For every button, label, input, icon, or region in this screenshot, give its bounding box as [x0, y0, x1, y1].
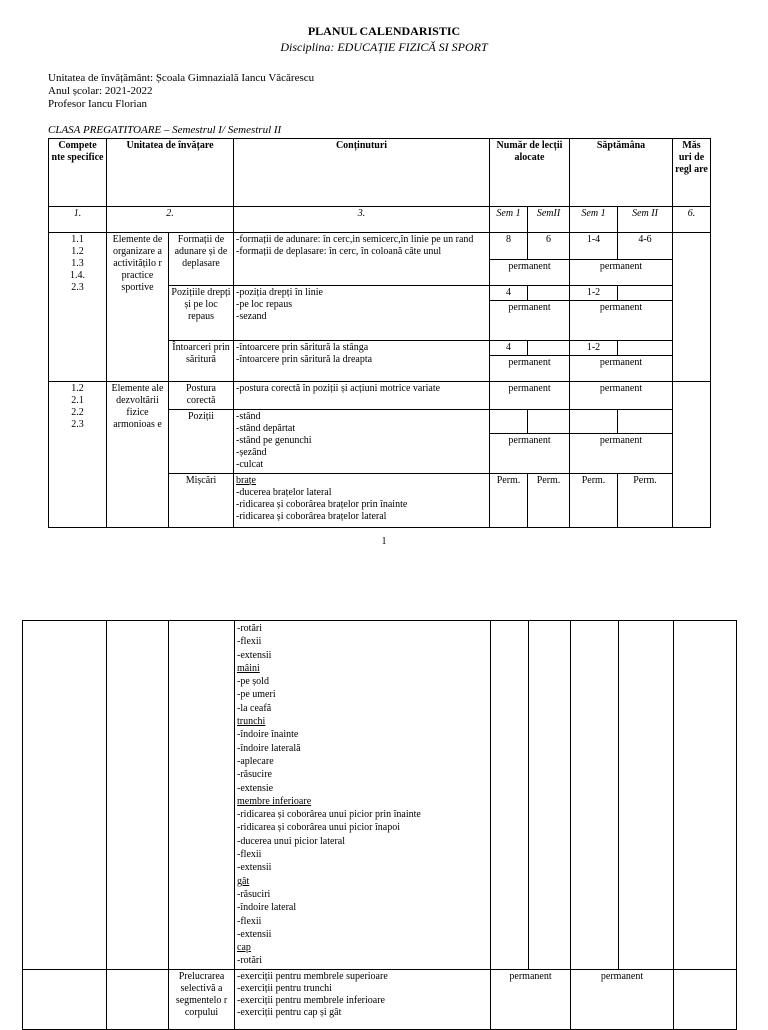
content-miscari — [234, 474, 490, 528]
lessons-sem2: Perm. — [528, 474, 570, 528]
content-pozitii — [234, 410, 490, 474]
masuri-cell — [674, 621, 737, 970]
week-sem1: 1-2 — [570, 286, 618, 301]
content-line: -stând pe genunchi — [236, 435, 312, 446]
content-line: -rotări — [237, 623, 262, 634]
week-permanent: permanent — [570, 260, 673, 286]
content-line: -stând depărtat — [236, 423, 296, 434]
lessons-permanent: permanent — [490, 260, 570, 286]
content-line: -îndoire înainte — [237, 729, 299, 741]
content-line: -formații de deplasare: în cerc, în coloană câte unul — [236, 246, 442, 257]
teacher-line: Profesor Iancu Florian — [48, 98, 147, 110]
content-prelucrarea — [235, 969, 491, 1029]
competenta: 2.3 — [71, 282, 84, 293]
num-sem1: Sem 1 — [490, 207, 528, 233]
header-row — [49, 139, 711, 207]
competenta: 1.2 — [71, 383, 84, 394]
subunit-formatii: Formații de adunare și de deplasare — [169, 233, 234, 286]
week-sem1: 1-2 — [570, 341, 618, 356]
content-line: -exerciții pentru membrele superioare — [237, 970, 388, 982]
num-1: 1. — [49, 207, 107, 233]
numbering-row — [49, 207, 711, 233]
content-line: -la ceafă — [237, 702, 272, 714]
header-unitatea: Unitatea de învățare — [107, 139, 234, 207]
header-competente: Compete nte specifice — [49, 139, 107, 207]
subunit-intoarceri: Întoarceri prin săritură — [169, 341, 234, 382]
content-line: -flexii — [237, 849, 262, 861]
lessons-sem2: 6 — [528, 233, 570, 260]
page-number: 1 — [381, 536, 387, 547]
table-row — [23, 969, 737, 1029]
competenta: 2.3 — [71, 419, 84, 430]
document-title: PLANUL CALENDARISTIC — [307, 24, 461, 38]
content-heading: membre inferioare — [237, 795, 312, 807]
content-line: -flexii — [237, 636, 262, 648]
unit-cell — [107, 621, 169, 970]
week-sem1: Perm. — [570, 474, 618, 528]
num-3: 3. — [234, 207, 490, 233]
unit-cell-2: Elemente ale dezvoltării fizice armonioas e — [107, 382, 169, 528]
week-permanent: permanent — [570, 356, 673, 382]
content-line: -extensii — [237, 928, 272, 940]
week-sem1 — [570, 410, 618, 434]
competenta: 2.2 — [71, 407, 84, 418]
content-line: -îndoire lateral — [237, 902, 297, 914]
num-sapt2: Sem II — [618, 207, 673, 233]
content-line: -întoarcere prin săritură la stânga — [236, 342, 369, 353]
competente-cell-2 — [49, 382, 107, 528]
content-line: -exerciții pentru trunchi — [237, 982, 332, 994]
content-line: -ducerea unui picior lateral — [237, 835, 345, 847]
week-permanent: permanent — [571, 969, 674, 1029]
week-sem2 — [618, 286, 673, 301]
lessons-sem1: 8 — [490, 233, 528, 260]
content-line: -exerciții pentru membrele inferioare — [237, 994, 385, 1006]
content-intoarceri — [234, 341, 490, 382]
calendar-table-continued — [22, 620, 737, 1030]
week-sem1: 1-4 — [570, 233, 618, 260]
lessons-permanent: permanent — [490, 434, 570, 474]
lessons-sem2 — [528, 341, 570, 356]
content-line: -sezand — [236, 311, 267, 322]
table-row — [49, 382, 711, 410]
content-line: -extensii — [237, 862, 272, 874]
subunit-miscari: Mișcări — [169, 474, 234, 528]
unit-cell-1: Elemente de organizare a activitățilo r practice sportive — [107, 233, 169, 382]
content-line: -ridicarea și coborârea brațelor lateral — [236, 511, 387, 522]
lessons-sem1: Perm. — [490, 474, 528, 528]
lessons-sem1: 4 — [490, 341, 528, 356]
content-line: -poziția drepți în linie — [236, 287, 323, 298]
lessons-permanent: permanent — [490, 382, 570, 410]
lessons-permanent: permanent — [490, 356, 570, 382]
subunit-prelucrarea: Prelucrarea selectivă a segmentelo r corpului — [169, 969, 235, 1029]
lessons-sem1 — [491, 621, 529, 970]
competente-cell — [23, 969, 107, 1029]
content-line: -întoarcere prin săritură la dreapta — [236, 354, 373, 365]
competente-cell — [23, 621, 107, 970]
content-heading: cap — [237, 942, 251, 954]
num-6: 6. — [673, 207, 711, 233]
content-heading: gât — [237, 875, 250, 887]
content-line: -formații de adunare: în cerc,in semicerc,în linie pe un rand — [236, 234, 474, 245]
week-sem2 — [618, 341, 673, 356]
lessons-sem1: 4 — [490, 286, 528, 301]
week-sem2: Perm. — [618, 474, 673, 528]
lessons-sem2 — [528, 286, 570, 301]
week-permanent: permanent — [570, 301, 673, 341]
content-line: -extensii — [237, 649, 272, 661]
competenta: 1.1 — [71, 234, 84, 245]
content-postura: -postura corectă în poziții și acțiuni motrice variate — [234, 382, 490, 410]
header-continuturi: Conținuturi — [234, 139, 490, 207]
content-line: -răsuciri — [237, 888, 271, 900]
lessons-sem1 — [490, 410, 528, 434]
content-line: -stând — [236, 411, 261, 422]
week-sem2 — [618, 410, 673, 434]
content-line: -îndoire laterală — [237, 742, 301, 754]
competenta: 2.1 — [71, 395, 84, 406]
content-line: -aplecare — [237, 755, 274, 767]
class-line: CLASA PREGATITOARE – Semestrul I/ Semestrul II — [48, 124, 282, 136]
subunit-cell — [169, 621, 235, 970]
content-miscari-continued — [235, 621, 491, 970]
num-sem2: SemII — [528, 207, 570, 233]
week-permanent: permanent — [570, 382, 673, 410]
num-sapt1: Sem 1 — [570, 207, 618, 233]
header-numar: Număr de lecții alocate — [490, 139, 570, 207]
subunit-pozitii: Poziții — [169, 410, 234, 474]
competente-cell-1 — [49, 233, 107, 382]
week-sem2: 4-6 — [618, 233, 673, 260]
content-line: -rotări — [237, 955, 262, 967]
header-masuri: Măs uri de regl are — [673, 139, 711, 207]
unit-cell — [107, 969, 169, 1029]
content-line: -pe loc repaus — [236, 299, 293, 310]
week-sem2 — [619, 621, 674, 970]
num-2: 2. — [107, 207, 234, 233]
content-line: -culcat — [236, 459, 264, 470]
lessons-sem2 — [529, 621, 571, 970]
masuri-cell-2 — [673, 382, 711, 528]
content-line: -ducerea brațelor lateral — [236, 487, 332, 498]
content-line: -ridicarea și coborârea unui picior prin înainte — [237, 809, 421, 821]
header-saptamana: Săptămâna — [570, 139, 673, 207]
school-line: Unitatea de învățământ: Școala Gimnazială Iancu Văcărescu — [48, 72, 315, 84]
subunit-postura: Postura corectă — [169, 382, 234, 410]
competenta: 1.3 — [71, 258, 84, 269]
lessons-sem2 — [528, 410, 570, 434]
content-line: -ridicarea și coborârea brațelor prin înainte — [236, 499, 408, 510]
content-line: -flexii — [237, 915, 262, 927]
year-line: Anul școlar: 2021-2022 — [48, 85, 153, 97]
content-line: -șezând — [236, 447, 267, 458]
content-line: -pe umeri — [237, 689, 276, 701]
competenta: 1.4. — [70, 270, 85, 281]
table-row — [49, 233, 711, 260]
week-permanent: permanent — [570, 434, 673, 474]
content-heading: trunchi — [237, 716, 266, 728]
content-line: -exerciții pentru cap și gât — [237, 1006, 342, 1018]
document-subtitle: Disciplina: EDUCAȚIE FIZICĂ SI SPORT — [280, 40, 488, 54]
competenta: 1.2 — [71, 246, 84, 257]
content-pozitiile — [234, 286, 490, 341]
lessons-permanent: permanent — [491, 969, 571, 1029]
calendar-table — [48, 138, 711, 528]
masuri-cell-1 — [673, 233, 711, 382]
lessons-permanent: permanent — [490, 301, 570, 341]
content-line: -pe șold — [237, 676, 269, 688]
content-heading: mâini — [237, 662, 260, 674]
table-row — [23, 621, 737, 970]
masuri-cell — [674, 969, 737, 1029]
week-sem1 — [571, 621, 619, 970]
content-line: -ridicarea și coborârea unui picior înapoi — [237, 822, 400, 834]
content-heading: brațe — [236, 475, 256, 486]
content-line: -răsucire — [237, 769, 272, 781]
subunit-pozitiile: Pozițiile drepți și pe loc repaus — [169, 286, 234, 341]
content-line: -extensie — [237, 782, 274, 794]
content-formatii — [234, 233, 490, 286]
